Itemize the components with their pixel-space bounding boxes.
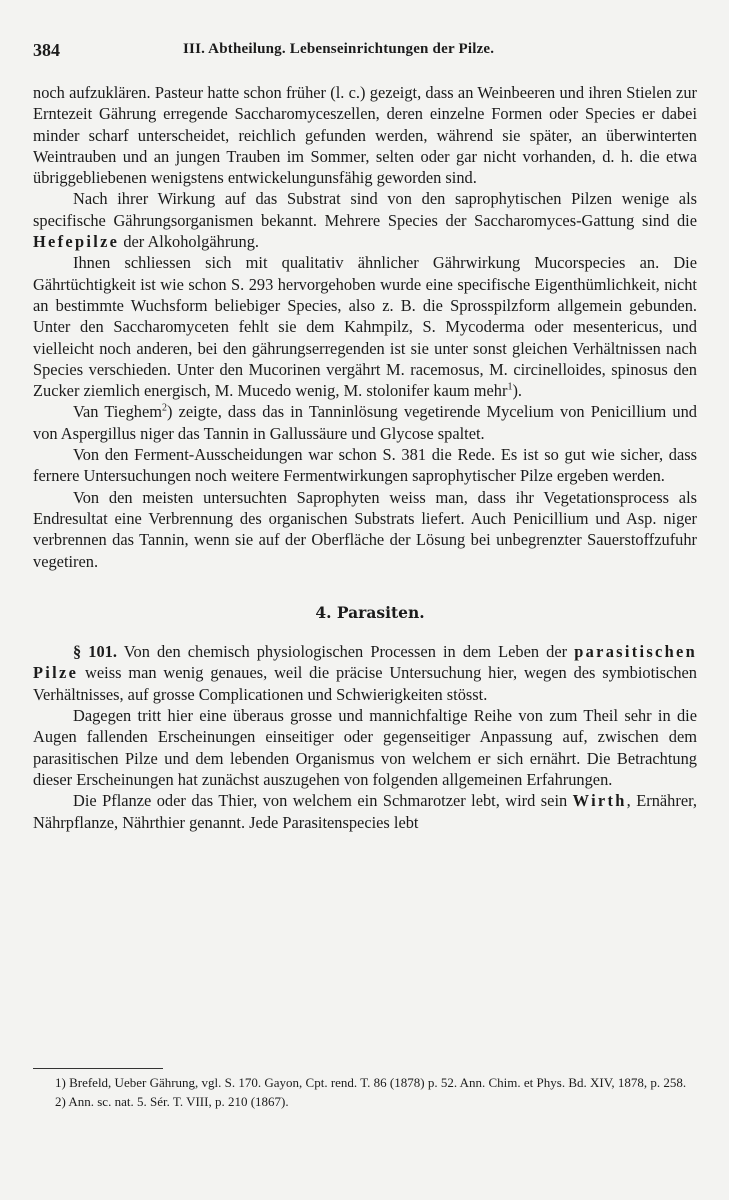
paragraph-4 xyxy=(33,401,697,444)
paragraph-1-text: noch aufzuklären. Pasteur hatte schon früher (l. c.) gezeigt, dass an Weinbeeren und ihren Stielen zur Erntezeit Gährung erregende Saccharomyceszellen, deren einzelne Formen oder Species er dabei minder scharf unterscheidet, reichlich gefunden werden, während sie später, an überwinterten Weintrauben und an jungen Trauben im Sommer, selten oder gar nicht vorhanden, d. h. die etwa übriggebliebenen wenigstens entwickelungunsfähig geworden sind. xyxy=(33,83,697,188)
footnote-1-mark: 1 xyxy=(55,1075,62,1090)
paragraph-2 xyxy=(33,188,697,252)
section-paragraph-3-text-before: Die Pflanze oder das Thier, von welchem ein Schmarotzer lebt, wird sein xyxy=(73,791,573,811)
paragraph-3 xyxy=(33,252,697,401)
paragraph-3-text: Ihnen schliessen sich mit qualitativ ähnlicher Gährwirkung Mucorspecies an. Die Gährtüchtigkeit ist wie schon S. 293 hervorgehoben wurde eine specifische Eigenthümlichkeit, nicht an bestimmte Wuchsform beliebiger Species, also z. B. die Sprosspilzform allgemein gebunden. Unter den Saccharomyceten fehlt sie dem Kahmpilz, S. Mycoderma oder mesentericus, und vielleicht noch anderen, bei den gährungserregenden ist sie unter sonst gleichen Verhältnissen nach Species verschieden. Unter den Mucorinen vergährt M. racemosus, M. circinelloides, spinosus den Zucker ziemlich energisch, M. Mucedo wenig, M. stolonifer kaum mehr xyxy=(33,253,697,401)
paragraph-6 xyxy=(33,487,697,572)
section-number: § 101. xyxy=(73,642,117,662)
section-paragraph-1-text-before: Von den chemisch physiologischen Processen in dem Leben der xyxy=(116,642,575,662)
paragraph-2-text-before: Nach ihrer Wirkung auf das Substrat sind von den saprophytischen Pilzen wenige als specifische Gährungsorganismen bekannt. Mehrere Species der Saccharomyces-Gattung sind die xyxy=(33,189,697,230)
section-paragraph-2-text: Dagegen tritt hier eine überaus grosse und mannichfaltige Reihe von zum Theil sehr in die Augen fallenden Erscheinungen einseitiger oder gegenseitiger Anpassung auf, zwischen dem parasitischen Pilze und dem lebenden Organismus von welchem er sich ernährt. Die Betrachtung dieser Erscheinungen hat zunächst auszugehen von folgenden allgemeinen Erfahrungen. xyxy=(33,706,697,789)
footnote-1 xyxy=(33,1074,697,1091)
spaced-term-wirth: Wirth xyxy=(572,791,627,811)
section-paragraph-1 xyxy=(33,641,697,705)
paragraph-5-text: Von den Ferment-Ausscheidungen war schon S. 381 die Rede. Es ist so gut wie sicher, dass fernere Untersuchungen noch weitere Fermentwirkungen saprophytischer Pilze ergeben werden. xyxy=(33,445,697,486)
spaced-term-hefepilze: Hefepilze xyxy=(33,232,120,252)
paragraph-4-text-before: Van Tieghem xyxy=(73,402,162,422)
footnote-ref-2: 2 xyxy=(162,402,167,414)
section-heading: 4. Parasiten. xyxy=(315,602,425,622)
footnote-2-text: ) Ann. sc. nat. 5. Sér. T. VIII, p. 210 (1867). xyxy=(61,1094,289,1109)
paragraph-1 xyxy=(33,82,697,188)
footnote-1-text: ) Brefeld, Ueber Gährung, vgl. S. 170. Gayon, Cpt. rend. T. 86 (1878) p. 52. Ann. Chim. et Phys. Bd. XIV, 1878, p. 258. xyxy=(61,1075,687,1090)
paragraph-3-text-end: ). xyxy=(512,381,523,401)
paragraph-5 xyxy=(33,444,697,487)
body-text xyxy=(33,82,697,833)
page-number: 384 xyxy=(33,40,60,60)
paragraph-6-text: Von den meisten untersuchten Saprophyten weiss man, dass ihr Vegetationsprocess als Endresultat eine Verbrennung des organischen Substrats liefert. Auch Penicillium und Asp. niger verbrennen das Tannin, wenn sie auf der Oberfläche der Lösung bei unbegrenzter Sauerstoffzufuhr vegetiren. xyxy=(33,487,697,571)
spaced-term-parasitischen-pilze: parasitischen Pilze xyxy=(33,642,697,683)
footnote-divider xyxy=(33,1068,163,1069)
footnote-2-mark: 2 xyxy=(55,1094,62,1109)
footnote-ref-1: 1 xyxy=(507,381,513,393)
section-paragraph-3 xyxy=(33,790,697,833)
running-title: III. Abtheilung. Lebenseinrichtungen der Pilze. xyxy=(183,41,495,57)
running-head xyxy=(33,40,693,64)
paragraph-2-text-after: der Alkoholgährung. xyxy=(119,232,259,252)
section-paragraph-2 xyxy=(33,705,697,790)
section-paragraph-3-text-after: , Ernährer, Nährpflanze, Nährthier genannt. Jede Parasitenspecies lebt xyxy=(33,791,697,832)
paragraph-4-text-after: ) zeigte, dass das in Tanninlösung vegetirende Mycelium von Penicillium und von Aspergillus niger das Tannin in Gallussäure und Glycose spaltet. xyxy=(33,402,697,443)
section-paragraph-1-text-after: weiss man wenig genaues, weil die präcise Untersuchung hier, wegen des symbiotischen Verhältnisses, auf grosse Complicationen und Schwierigkeiten stösst. xyxy=(33,663,697,704)
footnotes xyxy=(33,1074,697,1112)
footnote-2 xyxy=(33,1093,697,1110)
